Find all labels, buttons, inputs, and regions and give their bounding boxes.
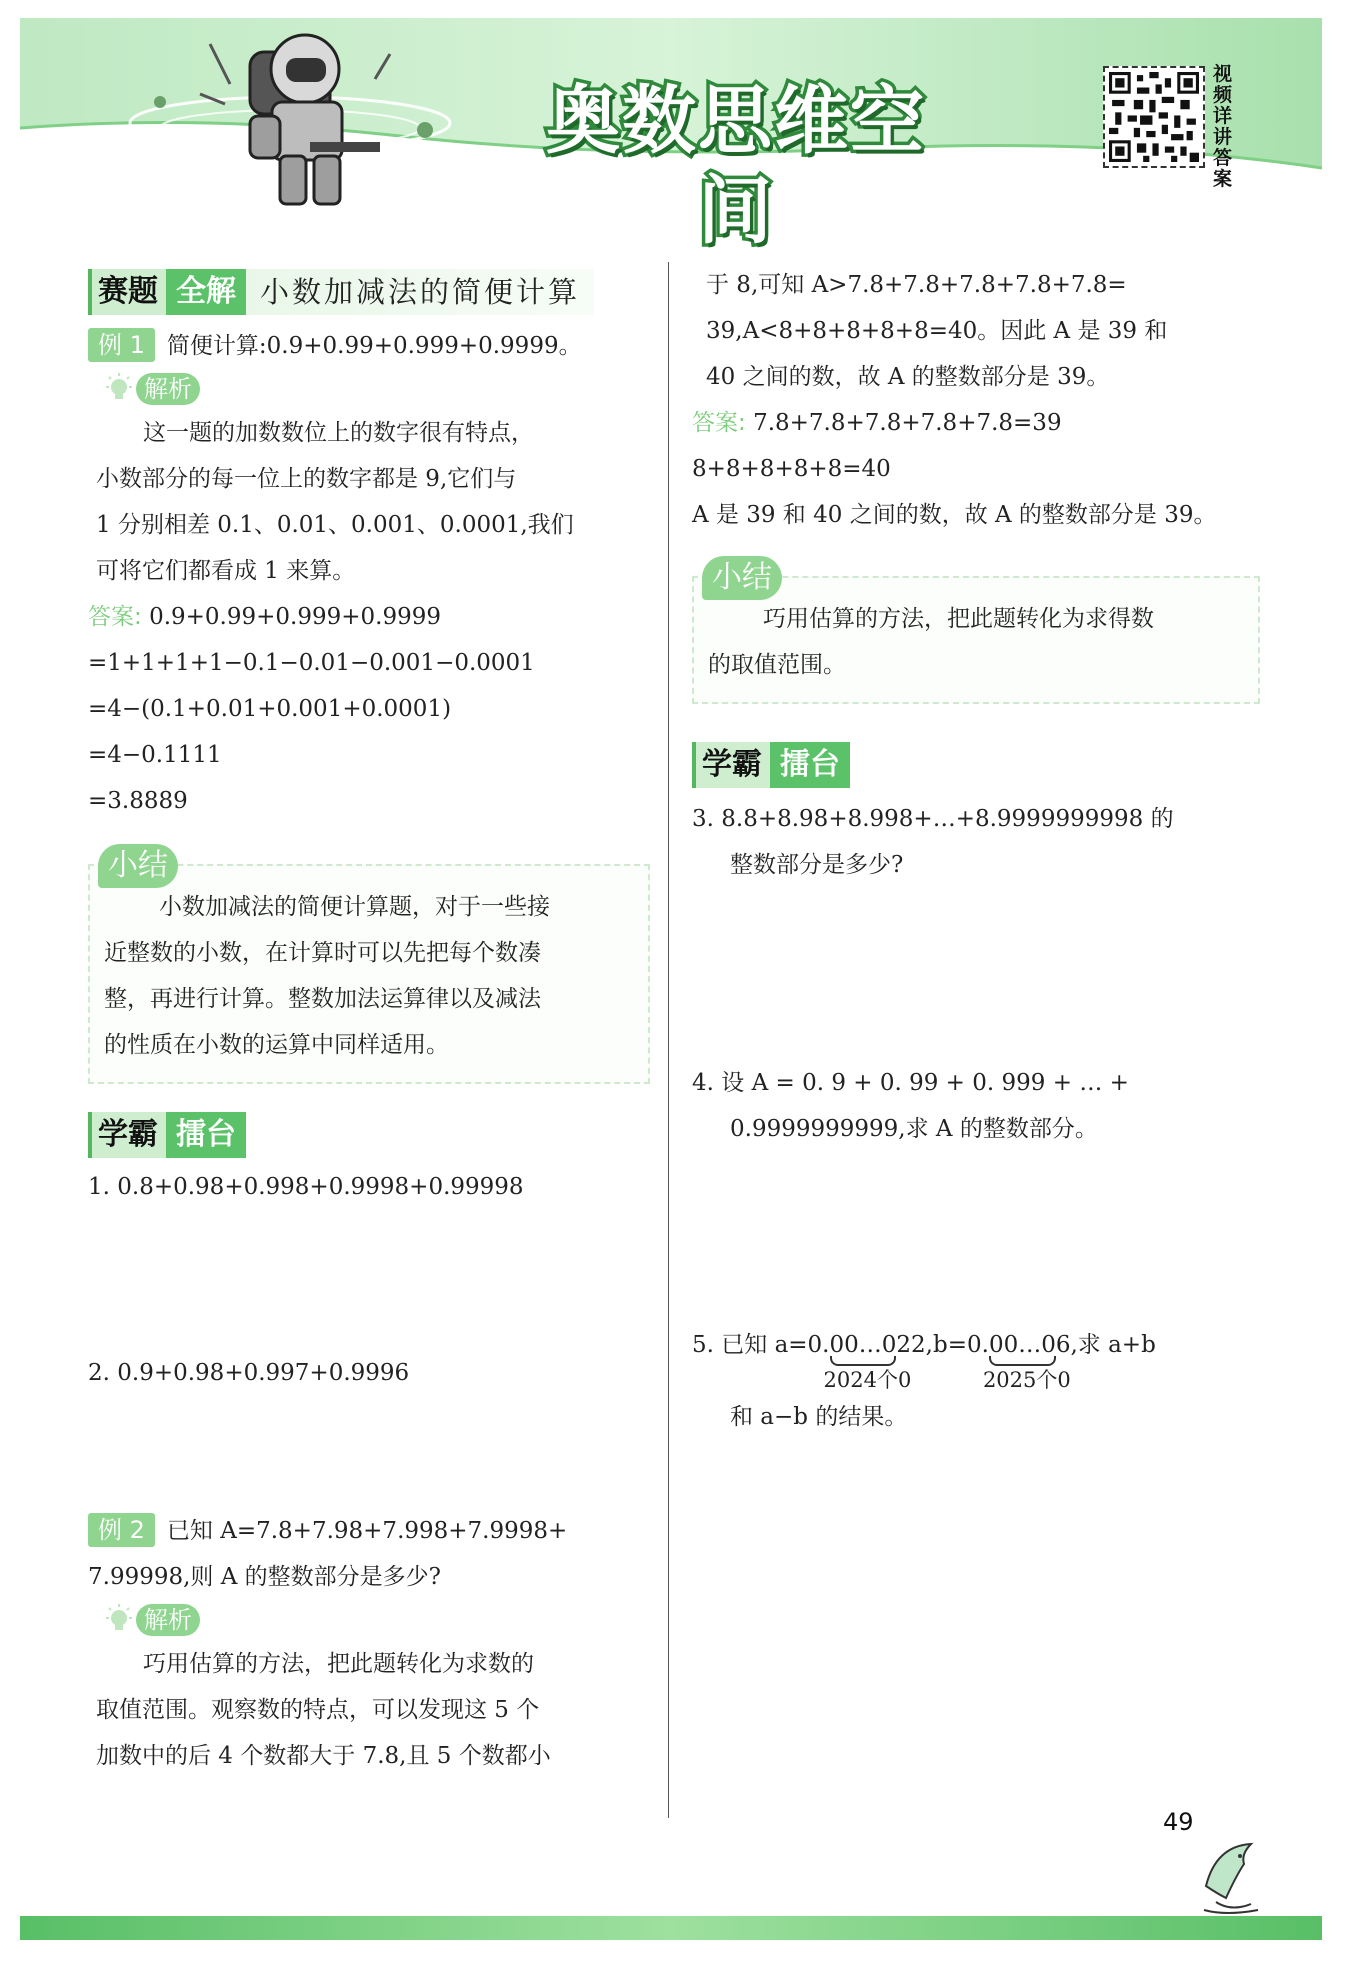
section-tag: 赛题 <box>88 269 166 315</box>
example1-answer <box>88 594 650 824</box>
summary-box <box>88 848 650 1084</box>
section-heading-champion-arena <box>88 1110 650 1160</box>
problem-1: 1. 0.8+0.98+0.998+0.9998+0.99998 <box>88 1174 524 1200</box>
example2-question <box>88 1508 650 1554</box>
example1-question <box>88 323 650 369</box>
qr-label <box>1213 64 1239 190</box>
section-title: 小数加减法的简便计算 <box>246 269 594 315</box>
analysis-line: 巧用估算的方法，把此题转化为求数的 <box>143 1651 534 1677</box>
summary-label: 小结 <box>702 556 782 600</box>
analysis-line: 这一题的加数数位上的数字很有特点， <box>143 420 534 446</box>
qr-label-char: 答 <box>1213 147 1233 169</box>
footer-strip <box>20 1916 1322 1940</box>
problem-2: 2. 0.9+0.98+0.997+0.9996 <box>88 1360 410 1386</box>
qr-label-char: 视 <box>1213 63 1233 85</box>
summary-line: 的性质在小数的运算中同样适用。 <box>104 1032 449 1058</box>
analysis-line: 39,A<8+8+8+8+8=40。因此 A 是 39 和 <box>706 318 1168 344</box>
analysis-label: 解析 <box>136 373 200 405</box>
problem-line: 4. 设 A = 0. 9 + 0. 99 + 0. 999 + … + <box>692 1070 1129 1096</box>
left-column <box>88 262 650 1779</box>
problem5-a-suffix: 22,b=0. <box>896 1332 989 1358</box>
braced-digits: 00…0 <box>988 1332 1056 1358</box>
qr-label-char: 频 <box>1213 84 1233 106</box>
lightbulb-icon <box>102 1603 136 1637</box>
answer-line: 7.8+7.8+7.8+7.8+7.8=39 <box>753 410 1062 436</box>
problem5-prefix: 5. 已知 a=0. <box>692 1332 830 1358</box>
section-tag: 学霸 <box>692 742 770 788</box>
problem-4 <box>692 1060 1260 1152</box>
problem5-b-suffix: 6,求 a+b <box>1055 1332 1156 1358</box>
section-tag-highlight: 擂台 <box>770 742 850 788</box>
lightbulb-icon <box>102 372 136 406</box>
problem-5 <box>692 1322 1260 1440</box>
column-divider <box>668 262 669 1818</box>
example1-analysis <box>88 410 650 594</box>
example-badge: 例 1 <box>88 328 155 362</box>
section-heading-full-solution <box>88 267 650 317</box>
problem5-a-braced <box>823 1322 912 1392</box>
brace-caption: 2025个0 <box>982 1368 1071 1392</box>
answer-line: A 是 39 和 40 之间的数，故 A 的整数部分是 39。 <box>692 502 1217 528</box>
summary-line: 整，再进行计算。整数加法运算律以及减法 <box>104 986 541 1012</box>
problem-line <box>692 1322 1260 1394</box>
problem-line: 和 a−b 的结果。 <box>730 1404 908 1430</box>
dolphin-icon <box>1196 1836 1266 1916</box>
astronaut-icon <box>190 24 430 224</box>
analysis-label: 解析 <box>136 1604 200 1636</box>
section-tag-highlight: 全解 <box>166 269 246 315</box>
problem-line: 3. 8.8+8.98+8.998+…+8.9999999998 的 <box>692 806 1174 832</box>
example2-analysis <box>88 1641 650 1779</box>
qr-code-icon[interactable] <box>1103 66 1205 168</box>
summary-label: 小结 <box>98 844 178 888</box>
qr-label-char: 详 <box>1213 105 1233 127</box>
page-number: 49 <box>1163 1808 1194 1836</box>
example-question-text: 已知 A=7.8+7.98+7.998+7.9998+ <box>166 1518 568 1544</box>
analysis-line: 于 8,可知 A>7.8+7.8+7.8+7.8+7.8= <box>706 272 1127 298</box>
right-column <box>692 262 1260 1440</box>
analysis-heading <box>102 369 200 409</box>
brace-caption: 2024个0 <box>823 1368 912 1392</box>
problem-3 <box>692 796 1260 888</box>
answer-line: =4−(0.1+0.01+0.001+0.0001) <box>88 696 452 722</box>
answer-line: 8+8+8+8+8=40 <box>692 456 891 482</box>
problem-line: 0.9999999999,求 A 的整数部分。 <box>730 1116 1098 1142</box>
braced-digits: 00…0 <box>829 1332 897 1358</box>
answer-label: 答案: <box>692 410 746 436</box>
qr-label-char: 讲 <box>1213 126 1233 148</box>
summary-line: 小数加减法的简便计算题，对于一些接 <box>159 894 550 920</box>
section-heading-champion-arena <box>692 740 1260 790</box>
analysis-line: 加数中的后 4 个数都大于 7.8,且 5 个数都小 <box>96 1743 551 1769</box>
problem5-b-braced <box>982 1322 1071 1392</box>
banner-title: 奥数思维空间 <box>546 78 926 254</box>
analysis-line: 1 分别相差 0.1、0.01、0.001、0.0001,我们 <box>96 512 574 538</box>
answer-label: 答案: <box>88 604 142 630</box>
example-question-text: 简便计算:0.9+0.99+0.999+0.9999。 <box>166 333 582 359</box>
answer-line: =3.8889 <box>88 788 188 814</box>
example2-answer <box>692 400 1260 538</box>
underbrace <box>830 1356 897 1366</box>
analysis-line: 小数部分的每一位上的数字都是 9,它们与 <box>96 466 517 492</box>
summary-line: 巧用估算的方法，把此题转化为求得数 <box>763 606 1154 632</box>
summary-line: 近整数的小数，在计算时可以先把每个数凑 <box>104 940 541 966</box>
summary-line: 的取值范围。 <box>708 652 846 678</box>
answer-line: =4−0.1111 <box>88 742 222 768</box>
answer-line: =1+1+1+1−0.1−0.01−0.001−0.0001 <box>88 650 535 676</box>
analysis-line: 40 之间的数，故 A 的整数部分是 39。 <box>706 364 1110 390</box>
example2-question-cont: 7.99998,则 A 的整数部分是多少? <box>88 1564 441 1590</box>
section-tag-highlight: 擂台 <box>166 1112 246 1158</box>
example2-analysis-continued <box>692 262 1260 400</box>
answer-line: 0.9+0.99+0.999+0.9999 <box>149 604 441 630</box>
problem-line: 整数部分是多少? <box>730 852 904 878</box>
underbrace <box>989 1356 1056 1366</box>
analysis-heading <box>102 1600 200 1640</box>
section-tag: 学霸 <box>88 1112 166 1158</box>
summary-box <box>692 560 1260 704</box>
example-badge: 例 2 <box>88 1513 155 1547</box>
analysis-line: 取值范围。观察数的特点，可以发现这 5 个 <box>96 1697 540 1723</box>
analysis-line: 可将它们都看成 1 来算。 <box>96 558 356 584</box>
qr-label-char: 案 <box>1213 168 1233 190</box>
